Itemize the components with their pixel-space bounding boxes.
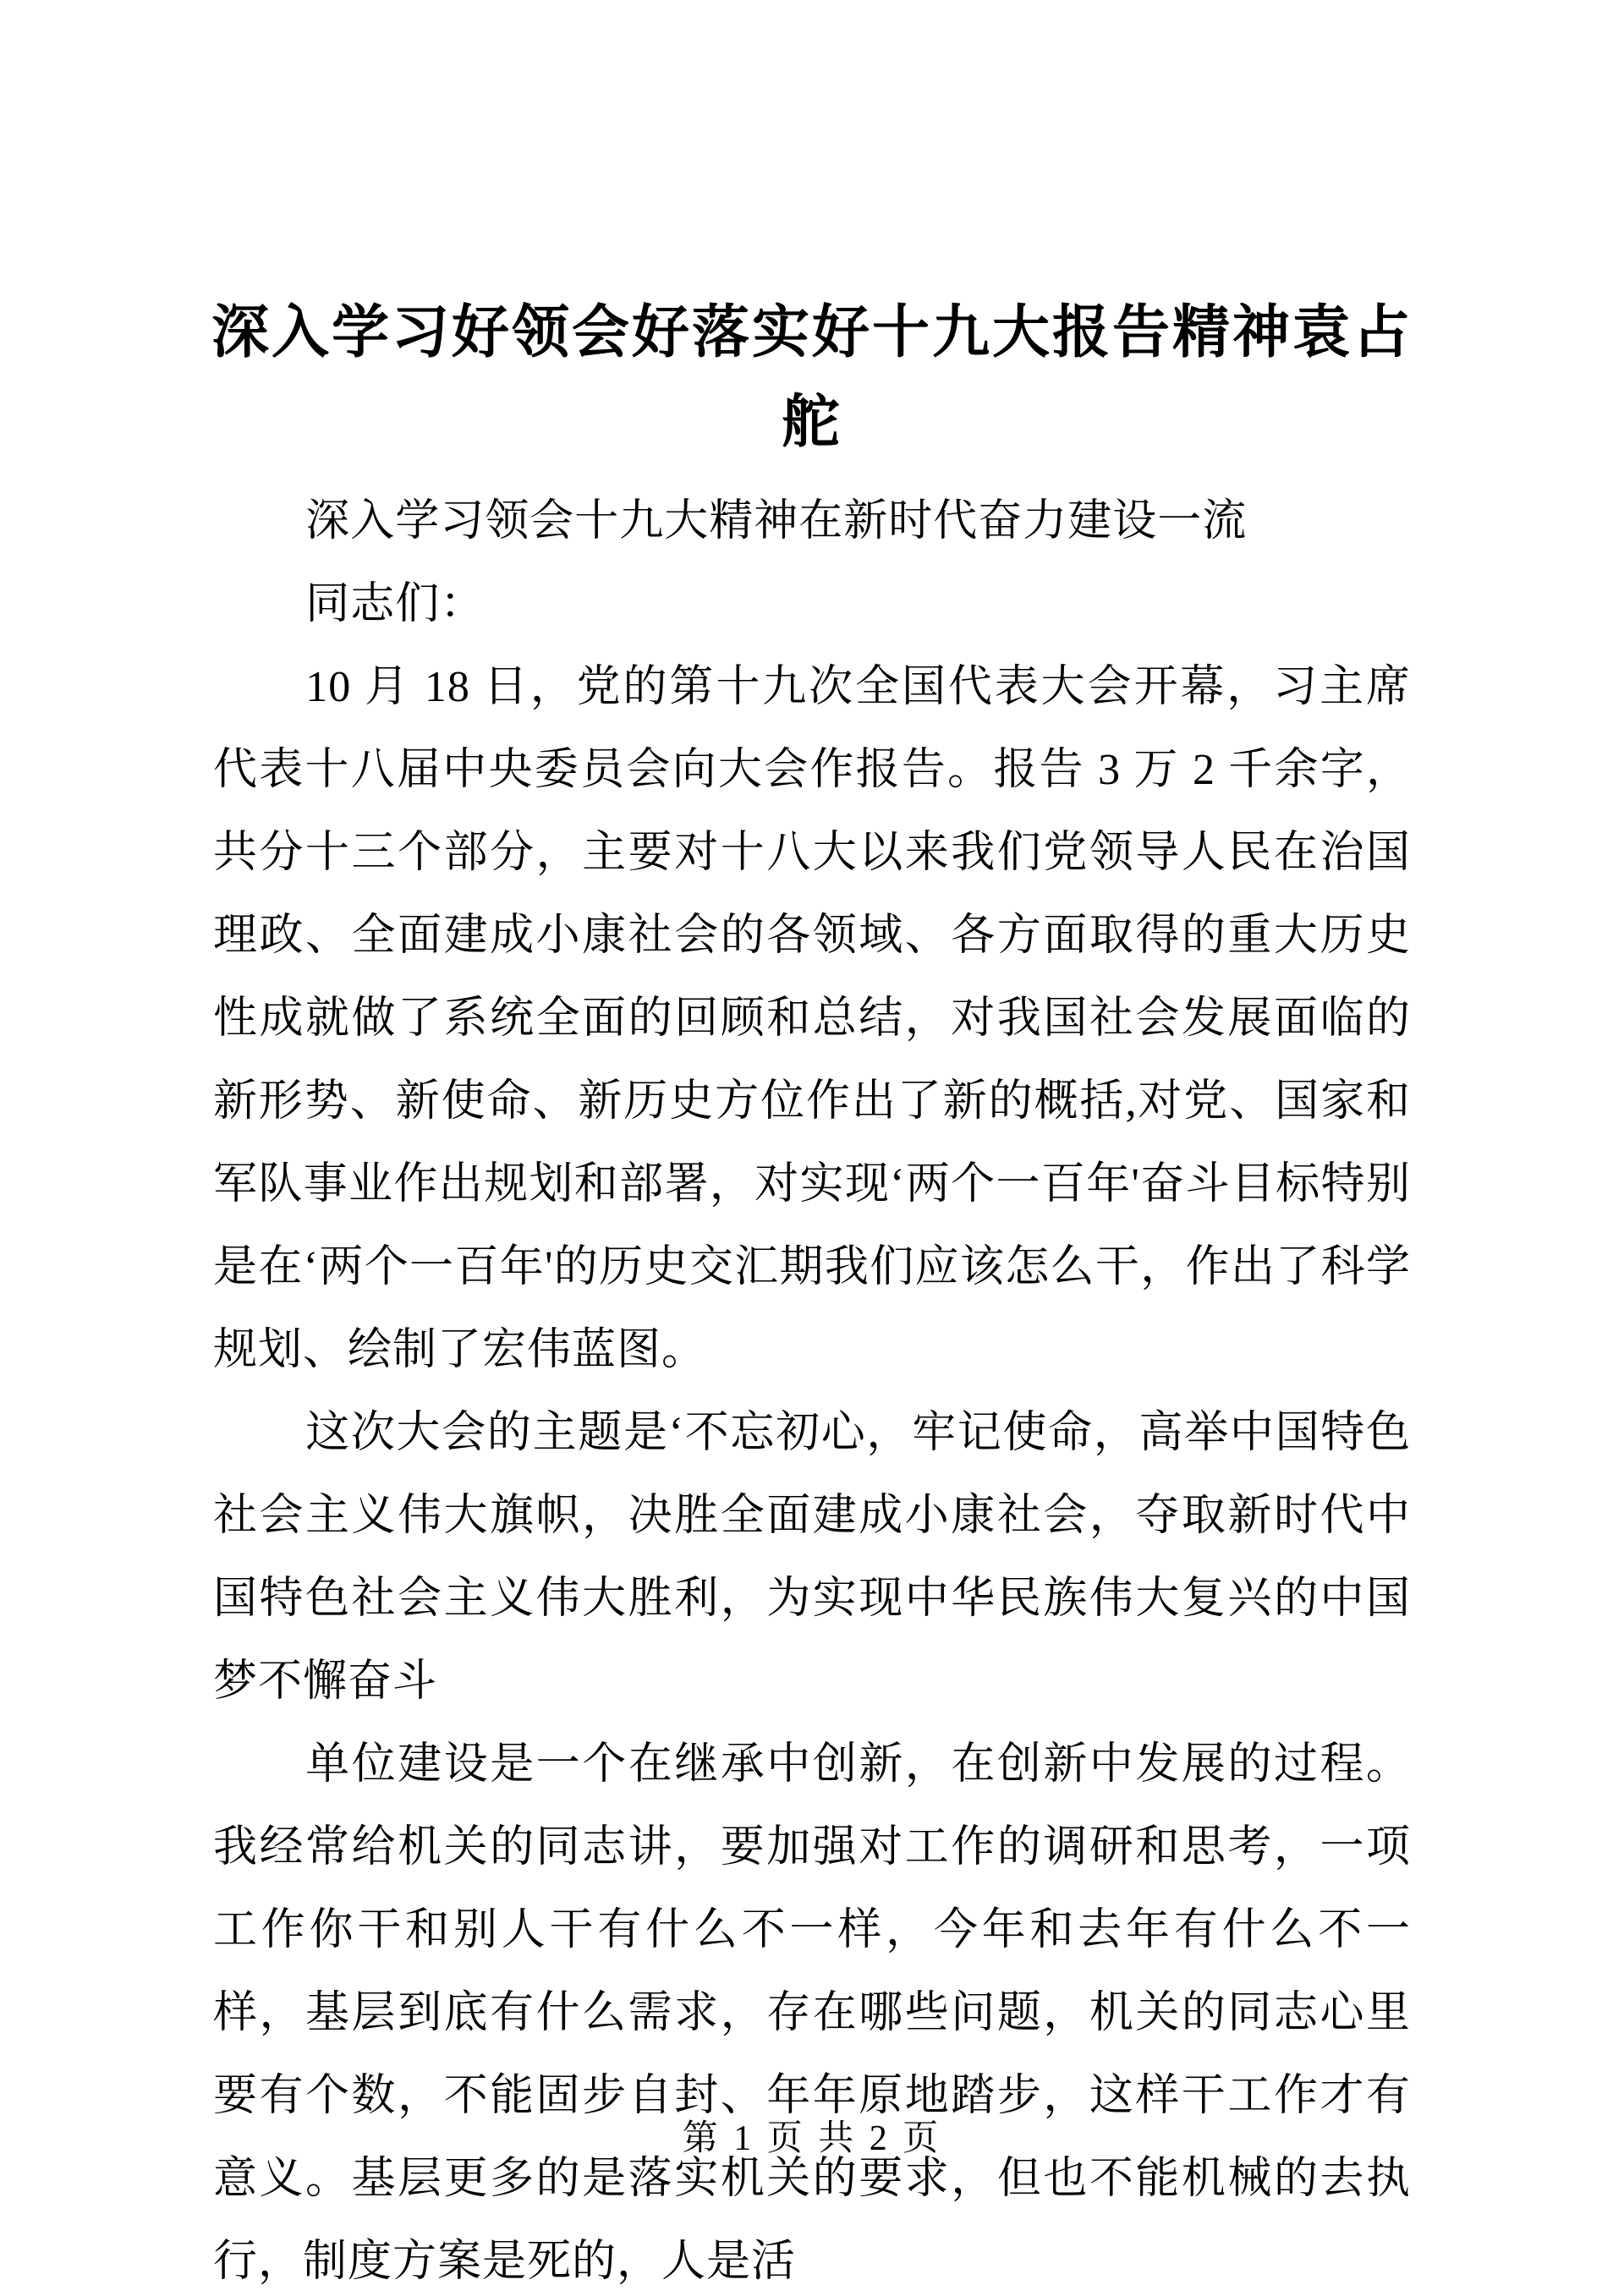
body-paragraph-2: 这次大会的主题是‘不忘初心，牢记使命，高举中国特色社会主义伟大旗帜，决胜全面建成小康社会，夺取新时代中国特色社会主义伟大胜利，为实现中华民族伟大复兴的中国梦不懈奋斗 bbox=[213, 1409, 1411, 1706]
document-body bbox=[213, 480, 1411, 2296]
body-paragraph-1: 10 月 18 日，党的第十九次全国代表大会开幕，习主席代表十八届中央委员会向大会作报告。报告 3 万 2 千余字，共分十三个部分，主要对十八大以来我们党领导人民在治国理政、全面建成小康社会的各领域、各方面取得的重大历史性成就做了系统全面的回顾和总结，对我国社会发展面临的新形势、新使命、新历史方位作出了新的概括,对党、国家和军队事业作出规划和部署，对实现‘两个一百年'奋斗目标特别是在‘两个一百年'的历史交汇期我们应该怎么干，作出了科学规划、绘制了宏伟蓝图。 bbox=[213, 663, 1411, 1374]
salutation: 同志们： bbox=[305, 580, 486, 628]
document-subtitle: 深入学习领会十九大精神在新时代奋力建设一流 bbox=[305, 497, 1248, 545]
page-number-footer: 第 1 页 共 2 页 bbox=[682, 2119, 942, 2158]
body-paragraph-3: 单位建设是一个在继承中创新，在创新中发展的过程。我经常给机关的同志讲，要加强对工作的调研和思考，一项工作你干和别人干有什么不一样，今年和去年有什么不一样，基层到底有什么需求，存在哪些问题，机关的同志心里要有个数，不能固步自封、年年原地踏步，这样干工作才有意义。基层更多的是落实机关的要求，但也不能机械的去执行，制度方案是死的，人是活 bbox=[213, 1740, 1411, 2286]
document-title: 深入学习好领会好落实好十九大报告精神袁占舵 bbox=[211, 300, 1413, 454]
